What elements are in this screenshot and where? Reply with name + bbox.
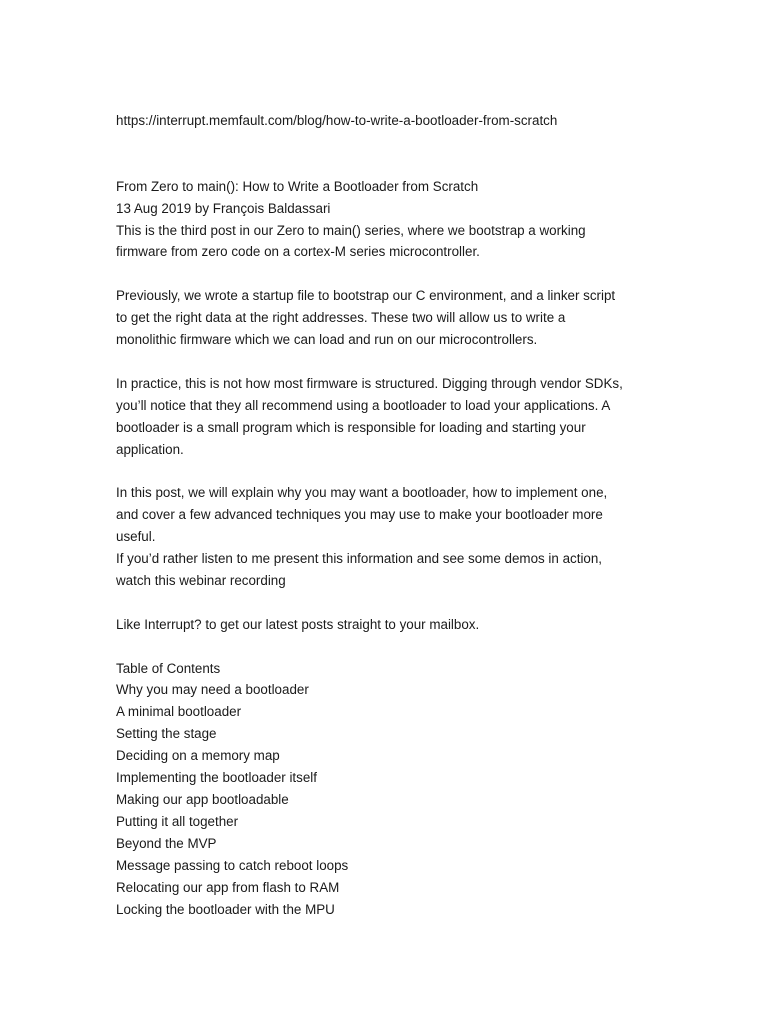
paragraph-line: you’ll notice that they all recommend using a bootloader to load your applications. A (116, 397, 611, 413)
paragraph-line: bootloader is a small program which is responsible for loading and starting your (116, 419, 586, 435)
article-title: From Zero to main(): How to Write a Bootloader from Scratch (116, 178, 479, 194)
previously-paragraph (116, 285, 676, 351)
paragraph-gap (116, 263, 676, 285)
paragraph-line: application. (116, 441, 184, 457)
toc-item: Message passing to catch reboot loops (116, 857, 349, 873)
paragraph-line: Previously, we wrote a startup file to bootstrap our C environment, and a linker script (116, 288, 616, 304)
toc-item: Beyond the MVP (116, 835, 217, 851)
document-page (116, 110, 676, 920)
paragraph-line: In this post, we will explain why you may want a bootloader, how to implement one, (116, 485, 608, 501)
paragraph-line: This is the third post in our Zero to main() series, where we bootstrap a working (116, 222, 586, 238)
paragraph-line: useful. (116, 529, 156, 545)
source-url: https://interrupt.memfault.com/blog/how-to-write-a-bootloader-from-scratch (116, 113, 558, 128)
paragraph-line: In practice, this is not how most firmware is structured. Digging through vendor SDKs, (116, 375, 623, 391)
toc-item: Locking the bootloader with the MPU (116, 901, 335, 917)
paragraph-line: to get the right data at the right addresses. These two will allow us to write a (116, 310, 566, 326)
paragraph-line: and cover a few advanced techniques you may use to make your bootloader more (116, 507, 603, 523)
paragraph-line: watch this webinar recording (116, 572, 286, 588)
toc-item: Putting it all together (116, 813, 239, 829)
paragraph-line: monolithic firmware which we can load and run on our microcontrollers. (116, 332, 538, 348)
table-of-contents (116, 679, 676, 920)
toc-item: Implementing the bootloader itself (116, 770, 317, 786)
toc-item: Deciding on a memory map (116, 748, 280, 764)
toc-item: Why you may need a bootloader (116, 682, 309, 698)
paragraph-gap (116, 636, 676, 658)
toc-heading: Table of Contents (116, 660, 221, 676)
paragraph-gap (116, 592, 676, 614)
toc-item: Relocating our app from flash to RAM (116, 879, 340, 895)
intro-paragraph (116, 220, 676, 264)
practice-paragraph (116, 373, 676, 461)
toc-item: A minimal bootloader (116, 704, 242, 720)
article-byline: 13 Aug 2019 by François Baldassari (116, 200, 331, 216)
paragraph-line: firmware from zero code on a cortex-M series microcontroller. (116, 244, 480, 260)
subscribe-text: Like Interrupt? to get our latest posts straight to your mailbox. (116, 616, 480, 632)
paragraph-gap (116, 460, 676, 482)
this-post-paragraph (116, 482, 676, 592)
toc-item: Setting the stage (116, 726, 217, 742)
paragraph-gap (116, 351, 676, 373)
toc-item: Making our app bootloadable (116, 792, 289, 807)
paragraph-line: If you’d rather listen to me present this information and see some demos in action, (116, 551, 603, 567)
